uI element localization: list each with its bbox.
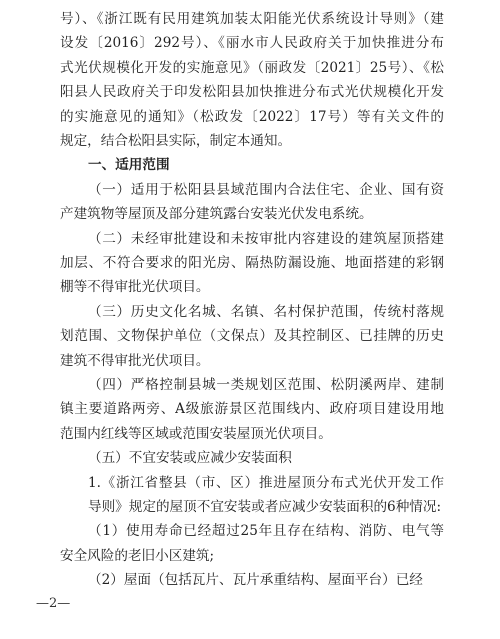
- body-line: （二）未经审批建设和未按审批内容建设的建筑屋顶搭建: [88, 230, 444, 247]
- body-line: 棚等不得审批光伏项目。: [60, 279, 210, 296]
- body-line: （一）适用于松阳县县域范围内合法住宅、企业、国有资: [88, 181, 444, 198]
- body-line: 加层、不符合要求的阳光房、隔热防漏设施、地面搭建的彩钢: [60, 255, 444, 271]
- body-line: 产建筑物等屋顶及部分建筑露台安装光伏发电系统。: [60, 206, 373, 223]
- body-line: 镇主要道路两旁、A级旅游景区范围线内、政府项目建设用地: [60, 401, 444, 418]
- body-line: （三）历史文化名城、名镇、名村保护范围，传统村落规: [88, 303, 444, 320]
- page-number: —2—: [36, 596, 71, 611]
- body-line: 阳县人民政府关于印发松阳县加快推进分布式光伏规模化开发: [60, 84, 444, 101]
- body-line: （五）不宜安装或应减少安装面积: [88, 450, 292, 467]
- body-line: （四）严格控制县城一类规划区范围、松阴溪两岸、建制: [88, 377, 444, 393]
- body-line: 安全风险的老旧小区建筑;: [60, 547, 215, 564]
- body-line: 范围内红线等区域或范围安装屋顶光伏项目。: [60, 425, 332, 442]
- body-line: 1.《浙江省整县（市、区）推进屋顶分布式光伏开发工作: [88, 474, 444, 491]
- body-line: 号）、《浙江既有民用建筑加装太阳能光伏系统设计导则》（建: [60, 11, 444, 27]
- body-line: （2）屋面（包括瓦片、瓦片承重结构、屋面平台）已经: [88, 572, 423, 589]
- section-heading: 一、适用范围: [88, 157, 170, 174]
- body-line: 建筑不得审批光伏项目。: [60, 352, 210, 369]
- body-line: 划范围、文物保护单位（文保点）及其控制区、已挂牌的历史: [60, 328, 444, 345]
- body-line: 的实施意见的通知》（松政发〔2022〕17号）等有关文件的: [60, 108, 444, 125]
- body-line: （1）使用寿命已经超过25年且存在结构、消防、电气等: [88, 523, 444, 540]
- body-line: 式光伏规模化开发的实施意见》（丽政发〔2021〕25号）、《松: [60, 59, 444, 76]
- body-line: 导则》规定的屋顶不宜安装或者应减少安装面积的6种情况:: [88, 499, 442, 515]
- body-line: 设发〔2016〕292号）、《丽水市人民政府关于加快推进分布: [60, 35, 444, 52]
- body-line: 规定，结合松阳县实际，制定本通知。: [60, 133, 292, 149]
